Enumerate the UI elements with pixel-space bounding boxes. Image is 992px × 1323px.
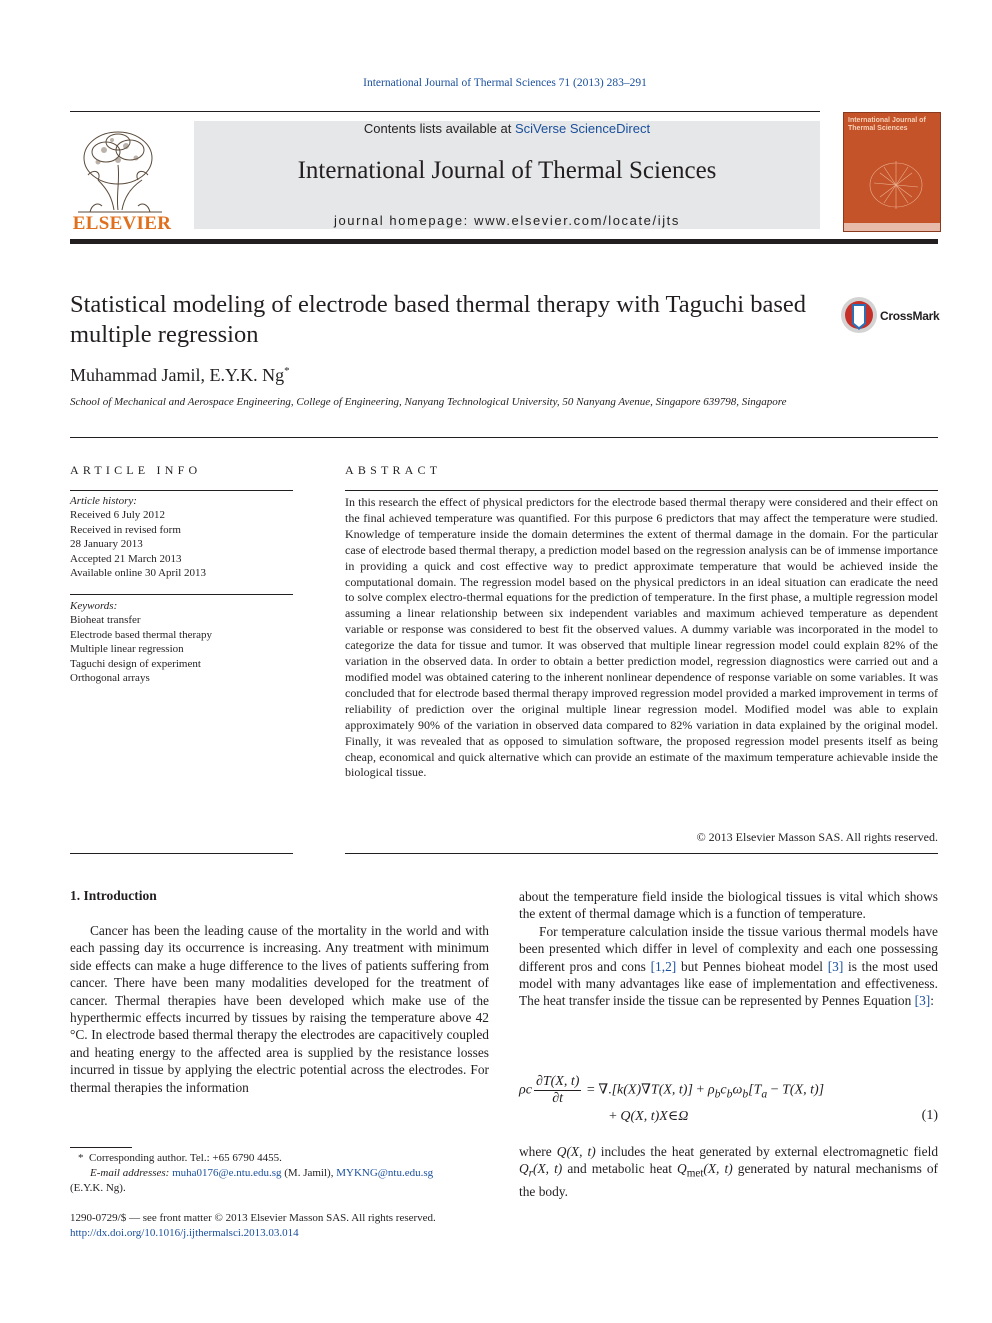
article-info-heading: ARTICLE INFO xyxy=(70,463,202,477)
contents-prefix: Contents lists available at xyxy=(363,121,515,136)
sciencedirect-link[interactable]: SciVerse ScienceDirect xyxy=(514,121,651,136)
paragraph-text: is the most used model with many advantages like ease of implementation and effectiveness. The heat transfer inside the tissue can be represented by Pennes Equation xyxy=(519,958,939,1009)
history-item: Accepted 21 March 2013 xyxy=(70,552,182,565)
info-rule xyxy=(70,853,293,854)
section-heading-introduction: 1. Introduction xyxy=(70,888,157,903)
email-owner: (M. Jamil), xyxy=(284,1167,334,1179)
abstract-heading: ABSTRACT xyxy=(345,463,442,477)
paragraph-text: generated by natural mechanisms of the body. xyxy=(519,1161,939,1200)
email-link[interactable]: muha0176@e.ntu.edu.sg xyxy=(172,1167,282,1179)
reference-link[interactable]: [3] xyxy=(914,993,931,1009)
equation-number: (1) xyxy=(921,1108,938,1123)
math-symbol: Q(X, t) xyxy=(556,1144,596,1159)
keyword-item: Electrode based thermal therapy xyxy=(70,628,213,641)
reference-link[interactable]: [1,2] xyxy=(650,958,677,974)
info-rule xyxy=(70,490,293,491)
keywords-label: Keywords: xyxy=(70,600,118,612)
history-item: Available online 30 April 2013 xyxy=(70,567,207,580)
abstract-rule xyxy=(345,853,938,854)
abstract-copyright: © 2013 Elsevier Masson SAS. All rights reserved. xyxy=(696,830,938,844)
header-rule xyxy=(70,111,820,112)
intro-paragraph: about the temperature field inside the biological tissues is vital which shows the extent of thermal damage which is a function of temperature. xyxy=(519,889,938,922)
history-item: Received 6 July 2012 xyxy=(70,509,166,522)
paragraph-text: but Pennes bioheat model xyxy=(676,958,828,974)
paragraph-text: For temperature calculation inside the tissue various thermal models have been presented which differ in level of complexity and each one possessing different pros and cons xyxy=(519,923,938,974)
keyword-item: Orthogonal arrays xyxy=(70,672,150,685)
journal-reference[interactable]: International Journal of Thermal Sciences 71 (2013) 283–291 xyxy=(363,77,647,89)
footnote-mark: * xyxy=(78,1152,89,1164)
equation-line-1: ρc $\frac{\partial T(X, t)}{\partial t}$ = ∇.[k(X)∇T(X, $t)] + \rho_bc_b\omega_b[T_a - T(X$, t)] xyxy=(519,1074,825,1106)
author-names: Muhammad Jamil, E.Y.K. Ng xyxy=(70,365,285,385)
journal-homepage[interactable]: journal homepage: www.elsevier.com/locate/ijts xyxy=(333,213,680,228)
history-item: Received in revised form xyxy=(70,523,181,536)
email-label: E-mail addresses: xyxy=(90,1167,170,1179)
intro-right-column xyxy=(519,888,938,1010)
article-title: Statistical modeling of electrode based thermal therapy with Taguchi based multiple regression xyxy=(70,291,807,348)
paragraph-text: and metabolic heat xyxy=(562,1161,678,1177)
equation-line-2: + Q(X, t)X∈Ω xyxy=(609,1109,689,1124)
email-footnote xyxy=(70,1166,489,1181)
intro-paragraph: Cancer has been the leading cause of the mortality in the world and with each passing day its occurrence is increasing. Any treatment with minimum side effects can make a huge difference to the lives of patients suffering from cancer. There have been many modalities developed for the treatment of cancer. Thermal therapies have been developed which make use of the hyperthermic effects incurred by tissues by raising the temperature above 42 °C. In electrode based thermal therapy the electrodes are capacitively coupled and heating energy to the affected area is supplied by the resistance losses incurred in tissue by applying the electric potential across the electrodes. For thermal therapies the information xyxy=(70,923,489,1095)
doi-link[interactable]: http://dx.doi.org/10.1016/j.ijthermalsci.2013.03.014 xyxy=(70,1227,299,1239)
article-history xyxy=(70,494,293,580)
journal-title: International Journal of Thermal Sciences xyxy=(297,157,717,184)
paragraph-text: : xyxy=(930,993,934,1009)
keyword-item: Bioheat transfer xyxy=(70,614,141,627)
info-rule xyxy=(70,594,293,595)
footnotes xyxy=(70,1151,489,1196)
keyword-item: Multiple linear regression xyxy=(70,643,184,656)
issn-line: 1290-0729/$ — see front matter © 2013 Elsevier Masson SAS. All rights reserved. xyxy=(70,1212,436,1224)
corresponding-text: Corresponding author. Tel.: +65 6790 4455. xyxy=(89,1152,282,1164)
header-thick-rule xyxy=(70,239,938,244)
affiliation: School of Mechanical and Aerospace Engineering, College of Engineering, Nanyang Technological University, 50 Nanyang Avenue, Singapore 639798, Singapore xyxy=(70,396,787,408)
paragraph-text: where xyxy=(519,1144,557,1159)
intro-left-column xyxy=(70,922,489,1096)
authors xyxy=(70,365,290,386)
abstract-text: In this research the effect of physical predictors for the electrode based thermal therapy were considered and their effect on the final achieved temperature was quantified. For this purpose 6 predictors that may affect the temperature were studied. Knowledge of temperature inside the domain determines the extent of thermal damage in the domain. For the particular case of electrode based thermal therapy, a prediction model based on the regression analysis can be of immense importance in providing a quick and cost effective way to predict approximate temperature that would be achieved inside the computational domain. The regression model based on the physical predictors in an ideal situation can eradicate the need to solve complex electro-thermal equations for the prediction of temperature. In the first phase, a multiple regression model assuming a linear relationship between six independent variables and maximum achieved temperature as dependent variable or response was considered to best fit the observed values. A dummy variable was incorporated in the model to categorize the data for tissue and tumor. It was observed that multiple linear regression model could explain 82% of the variation in the observed data. In order to obtain a better prediction model, regression diagnostics were carried out and a modified model was obtained catering to the inherent nonlinear dependence of response variable on some variables. It was concluded that for electrode based thermal therapy improved regression model provided a marked improvement in terms of reliability of prediction over the original multiple linear regression model. Modified model was able to explain approximately 90% of the variation in observed data compared to 82% variation in data explained by the original model. Finally, it was revealed that as opposed to simulation software, the proposed regression model presents itself as being cheap, economical and quick alternative which can provide an estimate of the maximum temperature achievable inside the biological tissue. xyxy=(345,495,938,780)
corresponding-footnote xyxy=(70,1151,489,1166)
intro-paragraph xyxy=(519,923,938,1010)
cover-title: International Journal of Thermal Sciences xyxy=(848,117,926,132)
corresponding-mark[interactable]: * xyxy=(284,365,290,377)
abstract-rule xyxy=(345,490,938,491)
footnote-rule xyxy=(70,1147,132,1148)
crossmark-label[interactable]: CrossMark xyxy=(880,309,940,323)
math-symbol: $Q_{met}(X$, t) xyxy=(677,1161,733,1181)
email-owner: (E.Y.K. Ng). xyxy=(70,1182,126,1194)
title-rule xyxy=(70,437,938,438)
email-link[interactable]: MYKNG@ntu.edu.sg xyxy=(336,1167,434,1179)
math-symbol: $Q_r(X$, t) xyxy=(519,1161,563,1181)
keywords xyxy=(70,599,293,685)
history-item: 28 January 2013 xyxy=(70,538,143,551)
reference-link[interactable]: [3] xyxy=(827,958,844,974)
contents-line xyxy=(194,121,820,136)
intro-after-equation xyxy=(519,1143,938,1201)
keyword-item: Taguchi design of experiment xyxy=(70,657,201,670)
history-label: Article history: xyxy=(70,495,137,507)
issn-block xyxy=(70,1211,520,1241)
paragraph-text: includes the heat generated by external electromagnetic field xyxy=(595,1144,939,1159)
elsevier-wordmark: ELSEVIER xyxy=(72,213,172,234)
